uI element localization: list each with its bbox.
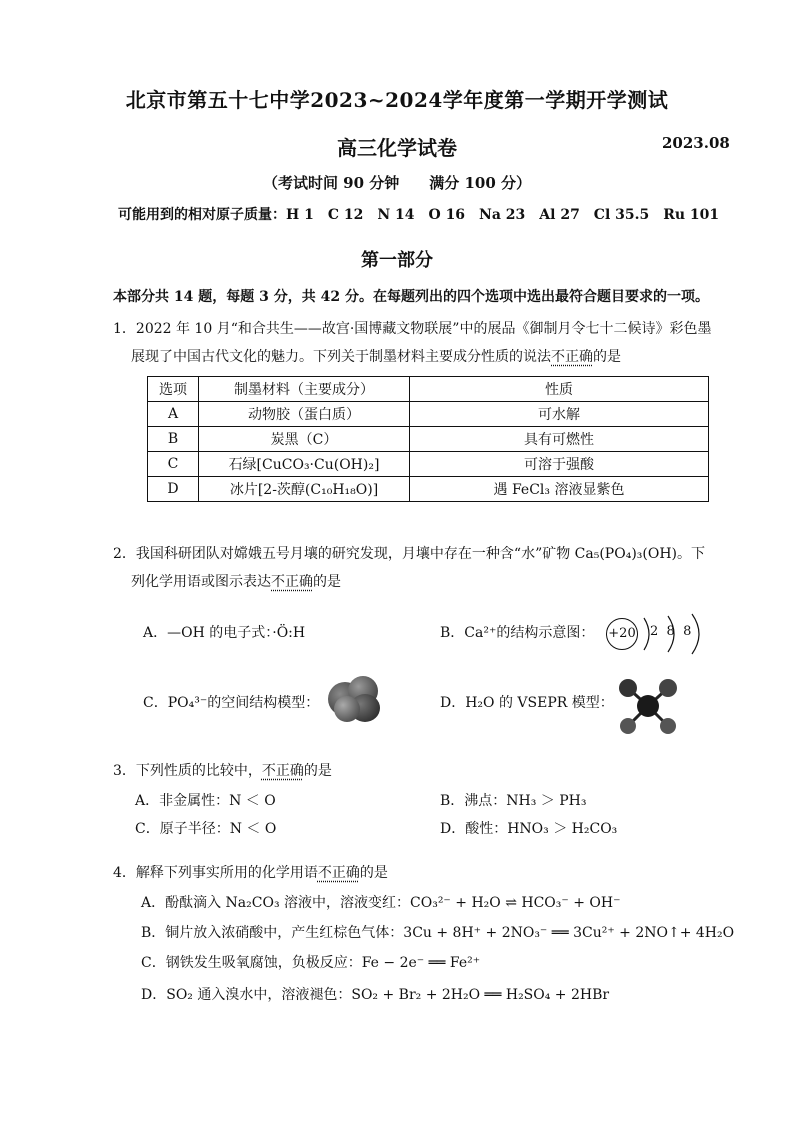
- part-title: 第一部分: [361, 250, 433, 271]
- table-cell: 遇 FeCl₃ 溶液显紫色: [410, 477, 709, 502]
- table-cell: 炭黑（C）: [199, 427, 410, 452]
- table-row: [148, 402, 709, 427]
- table-header-row: [148, 377, 709, 402]
- part-instructions: 本部分共 14 题，每题 3 分，共 42 分。在每题列出的四个选项中选出最符合题目要求的一项。: [113, 289, 709, 305]
- table-cell: C: [148, 452, 199, 477]
- q4-option-a: A．酚酞滴入 Na₂CO₃ 溶液中，溶液变红：CO₃²⁻ + H₂O ⇌ HCO₃⁻ + OH⁻: [141, 895, 621, 911]
- q4-option-d: D．SO₂ 通入溴水中，溶液褪色：SO₂ + Br₂ + 2H₂O ══ H₂SO₄ + 2HBr: [141, 987, 610, 1003]
- q1-stem-pre: 展现了中国古代文化的魅力。下列关于制墨材料主要成分性质的说法: [131, 349, 551, 365]
- table-header-cell: 选项: [148, 377, 199, 402]
- q1-stem-emphasis: 不正确: [551, 349, 593, 365]
- q4-option-b: B．铜片放入浓硝酸中，产生红棕色气体：3Cu + 8H⁺ + 2NO₃⁻ ══ 3Cu²⁺ + 2NO↑+ 4H₂O: [141, 925, 735, 941]
- q2-stem-post: 的是: [313, 574, 341, 590]
- table-header-cell: 性质: [410, 377, 709, 402]
- q1-stem-line1: 1．2022 年 10 月“和合共生——故宫·国博藏文物联展”中的展品《御制月令七十二候诗》彩色墨: [113, 321, 712, 337]
- q3-stem: [113, 760, 332, 780]
- q1-stem-post: 的是: [593, 349, 621, 365]
- table-row: [148, 477, 709, 502]
- q2-stem-line1: 2．我国科研团队对嫦娥五号月壤的研究发现，月壤中存在一种含“水”矿物 Ca₅(PO₄)₃(OH)。下: [113, 546, 705, 562]
- table-cell: D: [148, 477, 199, 502]
- table-cell: A: [148, 402, 199, 427]
- q3-stem-emphasis: 不正确: [261, 763, 304, 779]
- nucleus-circle: +20: [606, 618, 638, 650]
- q2-stem-pre: 列化学用语或图示表达: [131, 574, 271, 590]
- q1-stem-line2: [131, 346, 621, 366]
- exam-subtitle: 高三化学试卷: [337, 136, 457, 160]
- q3-option-a: A．非金属性：N ＜ O: [135, 793, 276, 809]
- q4-option-c: C．钢铁发生吸氧腐蚀，负极反应：Fe − 2e⁻ ══ Fe²⁺: [141, 955, 481, 971]
- q3-option-b: B．沸点：NH₃ ＞ PH₃: [440, 793, 587, 809]
- q2-option-b: B．Ca²⁺的结构示意图：: [440, 625, 595, 641]
- table-row: [148, 452, 709, 477]
- q3-stem-pre: 3．下列性质的比较中，: [113, 763, 262, 779]
- atomic-masses: 可能用到的相对原子质量：H 1 C 12 N 14 O 16 Na 23 Al 27 Cl 35.5 Ru 101: [118, 207, 720, 223]
- table-cell: B: [148, 427, 199, 452]
- q4-stem-post: 的是: [359, 865, 388, 881]
- q3-option-c: C．原子半径：N ＜ O: [135, 821, 277, 837]
- q4-stem-pre: 4．解释下列事实所用的化学用语: [113, 865, 318, 881]
- q2-option-c: C．PO₄³⁻的空间结构模型：: [143, 695, 320, 711]
- q1-table: [147, 376, 709, 502]
- table-cell: 冰片[2-茨醇(C₁₀H₁₈O)]: [199, 477, 410, 502]
- phosphate-spacefill-model-icon: [320, 672, 386, 724]
- q2-option-a: A．—OH 的电子式：·Ö:H: [143, 625, 306, 641]
- table-cell: 具有可燃性: [410, 427, 709, 452]
- table-row: [148, 427, 709, 452]
- q3-option-d: D．酸性：HNO₃ ＞ H₂CO₃: [440, 821, 618, 837]
- q4-stem: [113, 862, 388, 882]
- table-cell: 可水解: [410, 402, 709, 427]
- exam-info: （考试时间 90 分钟 满分 100 分）: [262, 174, 532, 192]
- q4-stem-emphasis: 不正确: [317, 865, 360, 881]
- q3-stem-post: 的是: [303, 763, 332, 779]
- electron-shell-numbers: 2 8 8: [650, 624, 692, 639]
- table-cell: 动物胶（蛋白质）: [199, 402, 410, 427]
- q2-stem-line2: [131, 571, 341, 591]
- table-cell: 可溶于强酸: [410, 452, 709, 477]
- table-cell: 石绿[CuCO₃·Cu(OH)₂]: [199, 452, 410, 477]
- q2-stem-emphasis: 不正确: [271, 574, 313, 590]
- ca-ion-structure-diagram: [604, 612, 714, 656]
- table-header-cell: 制墨材料（主要成分）: [199, 377, 410, 402]
- exam-date: 2023.08: [662, 134, 730, 152]
- exam-title: 北京市第五十七中学2023~2024学年度第一学期开学测试: [125, 88, 669, 112]
- q2-option-d: D．H₂O 的 VSEPR 模型：: [440, 695, 614, 711]
- water-vsepr-model-icon: [612, 676, 684, 736]
